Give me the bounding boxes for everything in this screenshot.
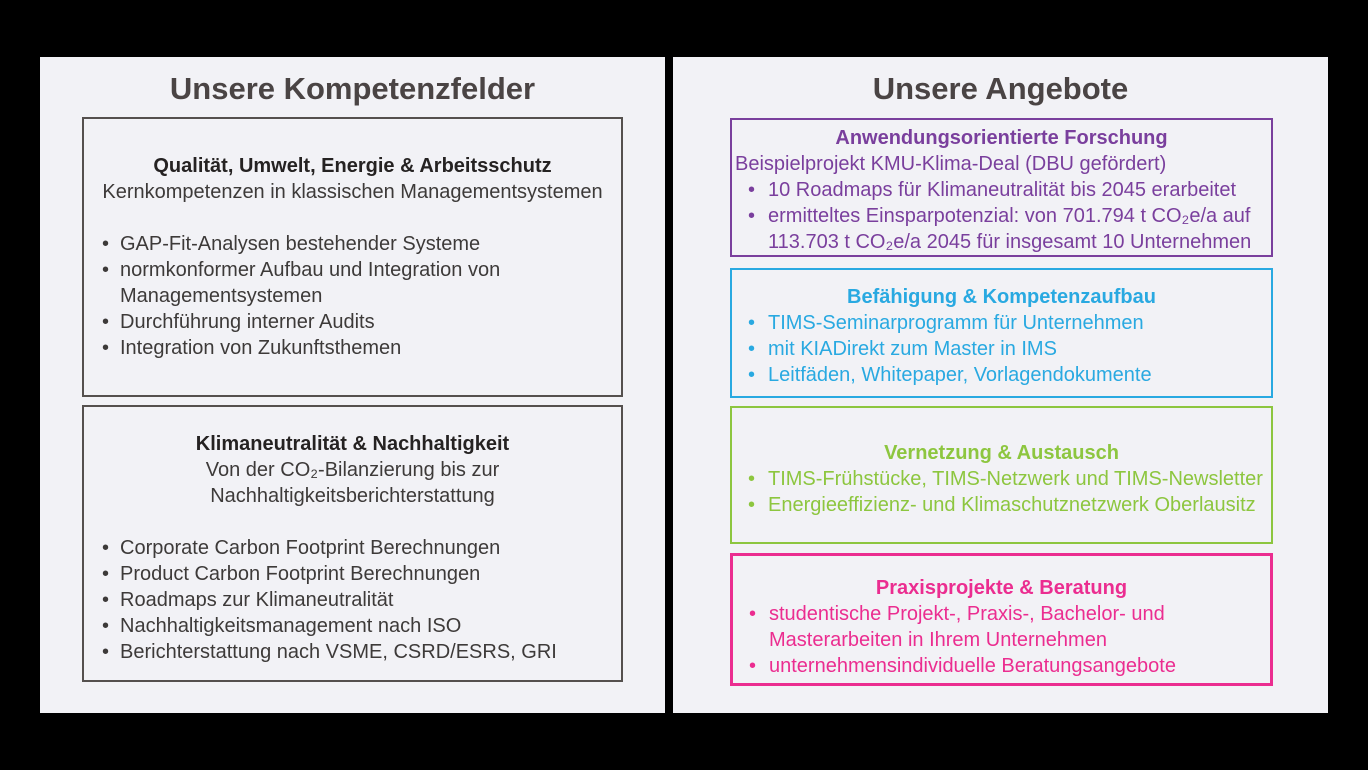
list-item: • Berichterstattung nach VSME, CSRD/ESRS, GRI (120, 639, 613, 665)
list-item: • Energieeffizienz- und Klimaschutznetzwerk Oberlausitz (768, 492, 1265, 518)
quality-box-subtitle: Kernkompetenzen in klassischen Managementsystemen (102, 181, 603, 203)
climate-sustainability-box (82, 405, 623, 682)
list-item: • mit KIADirekt zum Master in IMS (768, 336, 1265, 362)
list-item: • 10 Roadmaps für Klimaneutralität bis 2045 erarbeitet (768, 177, 1265, 203)
offers-panel-title: Unsere Angebote (872, 71, 1129, 106)
research-offer-subtitle: Beispielprojekt KMU-Klima-Deal (DBU gefördert) (735, 153, 1167, 175)
networking-offer-bullet-list (732, 466, 1271, 518)
consulting-offer-box (730, 553, 1273, 686)
quality-management-box (82, 117, 623, 397)
list-item: • normkonformer Aufbau und Integration von Managementsystemen (120, 257, 613, 309)
competence-panel-title: Unsere Kompetenzfelder (169, 71, 536, 106)
list-item: • Leitfäden, Whitepaper, Vorlagendokumente (768, 362, 1265, 388)
climate-box-header: Klimaneutralität & Nachhaltigkeit (195, 433, 510, 455)
research-offer-box (730, 118, 1273, 257)
offers-panel (673, 57, 1328, 713)
networking-offer-box (730, 406, 1273, 544)
consulting-offer-bullet-list (733, 601, 1270, 679)
enablement-offer-header: Befähigung & Kompetenzaufbau (847, 286, 1156, 308)
list-item: • TIMS-Frühstücke, TIMS-Netzwerk und TIMS-Newsletter (768, 466, 1265, 492)
enablement-offer-box (730, 268, 1273, 398)
list-item: • Integration von Zukunftsthemen (120, 335, 613, 361)
list-item: • Nachhaltigkeitsmanagement nach ISO (120, 613, 613, 639)
list-item: • studentische Projekt-, Praxis-, Bachelor- und Masterarbeiten in Ihrem Unternehmen (769, 601, 1264, 653)
climate-box-bullet-list (84, 535, 621, 665)
consulting-offer-header: Praxisprojekte & Beratung (875, 577, 1128, 599)
list-item: • ermitteltes Einsparpotenzial: von 701.794 t CO₂e/a auf 113.703 t CO₂e/a 2045 für insgesamt 10 Unternehmen (768, 203, 1265, 255)
list-item: • unternehmensindividuelle Beratungsangebote (769, 653, 1264, 679)
list-item: • Corporate Carbon Footprint Berechnungen (120, 535, 613, 561)
list-item: • Product Carbon Footprint Berechnungen (120, 561, 613, 587)
networking-offer-header: Vernetzung & Austausch (884, 442, 1119, 464)
list-item: • GAP-Fit-Analysen bestehender Systeme (120, 231, 613, 257)
competence-fields-panel (40, 57, 665, 713)
research-offer-bullet-list (732, 177, 1271, 255)
list-item: • Durchführung interner Audits (120, 309, 613, 335)
list-item: • Roadmaps zur Klimaneutralität (120, 587, 613, 613)
research-offer-header: Anwendungsorientierte Forschung (835, 127, 1168, 149)
quality-box-header: Qualität, Umwelt, Energie & Arbeitsschutz (153, 155, 552, 177)
quality-box-bullet-list (84, 231, 621, 361)
enablement-offer-bullet-list (732, 310, 1271, 388)
list-item: • TIMS-Seminarprogramm für Unternehmen (768, 310, 1265, 336)
climate-box-subtitle: Von der CO₂-Bilanzierung bis zur Nachhaltigkeitsberichterstattung (205, 459, 500, 507)
